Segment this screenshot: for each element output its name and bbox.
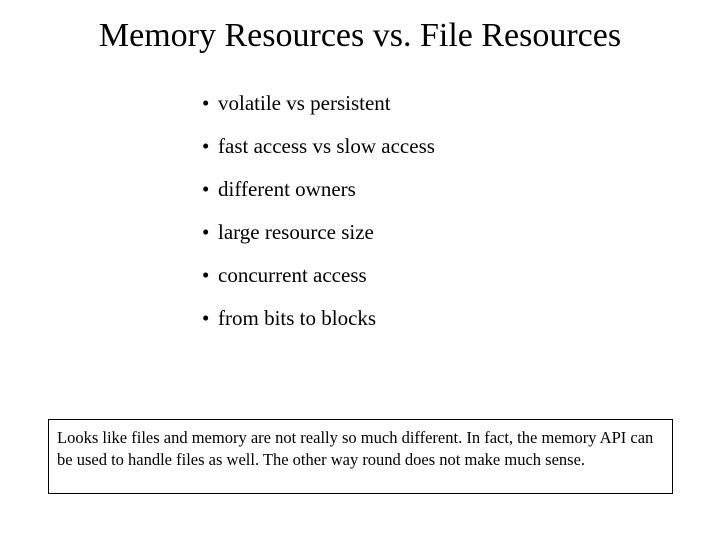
bullet-list (202, 88, 435, 346)
bullet-marker-icon: • (202, 220, 210, 244)
list-item (202, 260, 435, 303)
bullet-text: fast access vs slow access (218, 134, 435, 158)
bullet-marker-icon: • (202, 177, 210, 201)
bullet-marker-icon: • (202, 306, 210, 330)
bullet-text: different owners (218, 177, 356, 201)
note-box: Looks like files and memory are not really so much different. In fact, the memory API can be used to handle files as well. The other way round does not make much sense. (48, 419, 673, 494)
bullet-marker-icon: • (202, 263, 210, 287)
slide-title: Memory Resources vs. File Resources (98, 17, 622, 54)
bullet-text: concurrent access (218, 263, 367, 287)
list-item (202, 88, 435, 131)
list-item (202, 217, 435, 260)
list-item (202, 131, 435, 174)
bullet-text: from bits to blocks (218, 306, 377, 330)
bullet-marker-icon: • (202, 134, 210, 158)
bullet-text: volatile vs persistent (218, 91, 391, 115)
bullet-text: large resource size (218, 220, 374, 244)
list-item (202, 303, 435, 346)
list-item (202, 174, 435, 217)
bullet-marker-icon: • (202, 91, 210, 115)
